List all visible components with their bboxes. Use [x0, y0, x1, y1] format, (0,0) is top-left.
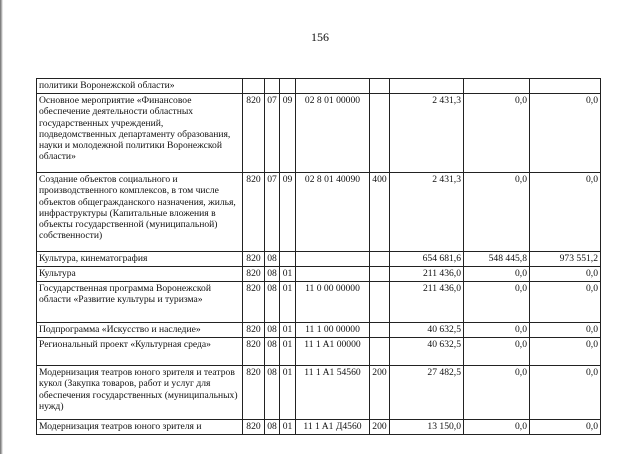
ministry-code: 820 [243, 366, 265, 420]
budget-table [36, 78, 601, 435]
amount-year-2: 0,0 [464, 323, 530, 338]
target-article-code [296, 79, 370, 94]
table-row [37, 323, 601, 338]
subsection-code: 01 [280, 338, 296, 366]
amount-year-1: 13 150,0 [390, 420, 464, 435]
amount-year-2: 0,0 [464, 267, 530, 282]
row-name: Региональный проект «Культурная среда» [37, 338, 243, 366]
target-article-code [296, 267, 370, 282]
row-name: Подпрограмма «Искусство и наследие» [37, 323, 243, 338]
ministry-code: 820 [243, 420, 265, 435]
table-row [37, 420, 601, 435]
ministry-code [243, 79, 265, 94]
row-name: Модернизация театров юного зрителя и [37, 420, 243, 435]
amount-year-1: 40 632,5 [390, 323, 464, 338]
subsection-code: 01 [280, 420, 296, 435]
section-code: 08 [265, 366, 280, 420]
table-row [37, 173, 601, 252]
row-name: политики Воронежской области» [37, 79, 243, 94]
amount-year-3: 0,0 [530, 323, 601, 338]
amount-year-2 [464, 79, 530, 94]
subsection-code: 01 [280, 366, 296, 420]
row-name: Государственная программа Воронежской области «Развитие культуры и туризма» [37, 282, 243, 323]
target-article-code: 02 8 01 40090 [296, 173, 370, 252]
row-name: Создание объектов социального и производственного комплексов, в том числе объектов общегражданского назначения, жилья, инфраструктуры (Капитальные вложения в объекты государственной (муниципальной) собственности) [37, 173, 243, 252]
section-code: 08 [265, 338, 280, 366]
expense-type-code [370, 79, 390, 94]
amount-year-1: 211 436,0 [390, 267, 464, 282]
amount-year-3: 0,0 [530, 366, 601, 420]
table-row [37, 282, 601, 323]
amount-year-3: 0,0 [530, 173, 601, 252]
expense-type-code [370, 323, 390, 338]
section-code: 08 [265, 282, 280, 323]
amount-year-1 [390, 79, 464, 94]
expense-type-code [370, 282, 390, 323]
amount-year-1: 40 632,5 [390, 338, 464, 366]
expense-type-code: 200 [370, 420, 390, 435]
ministry-code: 820 [243, 252, 265, 267]
amount-year-3: 0,0 [530, 267, 601, 282]
page-number: 156 [311, 30, 329, 44]
amount-year-3: 0,0 [530, 338, 601, 366]
table-row [37, 94, 601, 173]
target-article-code: 11 1 00 00000 [296, 323, 370, 338]
subsection-code [280, 252, 296, 267]
ministry-code: 820 [243, 323, 265, 338]
amount-year-2: 0,0 [464, 94, 530, 173]
target-article-code: 11 1 A1 00000 [296, 338, 370, 366]
row-name: Основное мероприятие «Финансовое обеспечение деятельности областных государственных учреждений, подведомственных департаменту образования, науки и молодежной политики Воронежской области» [37, 94, 243, 173]
amount-year-2: 0,0 [464, 420, 530, 435]
table-row [37, 79, 601, 94]
amount-year-1: 2 431,3 [390, 94, 464, 173]
amount-year-1: 211 436,0 [390, 282, 464, 323]
expense-type-code [370, 267, 390, 282]
amount-year-3 [530, 79, 601, 94]
target-article-code: 02 8 01 00000 [296, 94, 370, 173]
subsection-code: 09 [280, 173, 296, 252]
amount-year-3: 0,0 [530, 282, 601, 323]
ministry-code: 820 [243, 173, 265, 252]
ministry-code: 820 [243, 267, 265, 282]
section-code: 08 [265, 267, 280, 282]
subsection-code: 01 [280, 267, 296, 282]
amount-year-2: 0,0 [464, 173, 530, 252]
expense-type-code [370, 338, 390, 366]
target-article-code: 11 0 00 00000 [296, 282, 370, 323]
section-code [265, 79, 280, 94]
subsection-code: 01 [280, 323, 296, 338]
subsection-code: 09 [280, 94, 296, 173]
expense-type-code [370, 94, 390, 173]
amount-year-1: 654 681,6 [390, 252, 464, 267]
target-article-code [296, 252, 370, 267]
row-name: Культура [37, 267, 243, 282]
amount-year-2: 548 445,8 [464, 252, 530, 267]
subsection-code [280, 79, 296, 94]
expense-type-code [370, 252, 390, 267]
target-article-code: 11 1 A1 54560 [296, 366, 370, 420]
amount-year-1: 2 431,3 [390, 173, 464, 252]
row-name: Модернизация театров юного зрителя и театров кукол (Закупка товаров, работ и услуг для обеспечения государственных (муниципальных) нужд) [37, 366, 243, 420]
section-code: 07 [265, 173, 280, 252]
amount-year-3: 0,0 [530, 94, 601, 173]
section-code: 08 [265, 252, 280, 267]
expense-type-code: 200 [370, 366, 390, 420]
table-row [37, 267, 601, 282]
amount-year-2: 0,0 [464, 282, 530, 323]
expense-type-code: 400 [370, 173, 390, 252]
table-row [37, 338, 601, 366]
amount-year-3: 0,0 [530, 420, 601, 435]
target-article-code: 11 1 A1 Д4560 [296, 420, 370, 435]
section-code: 08 [265, 420, 280, 435]
amount-year-2: 0,0 [464, 366, 530, 420]
section-code: 07 [265, 94, 280, 173]
amount-year-2: 0,0 [464, 338, 530, 366]
amount-year-1: 27 482,5 [390, 366, 464, 420]
amount-year-3: 973 551,2 [530, 252, 601, 267]
table-row [37, 366, 601, 420]
table-row [37, 252, 601, 267]
section-code: 08 [265, 323, 280, 338]
scan-edge-shadow [0, 0, 3, 454]
row-name: Культура, кинематография [37, 252, 243, 267]
subsection-code: 01 [280, 282, 296, 323]
ministry-code: 820 [243, 94, 265, 173]
ministry-code: 820 [243, 338, 265, 366]
ministry-code: 820 [243, 282, 265, 323]
